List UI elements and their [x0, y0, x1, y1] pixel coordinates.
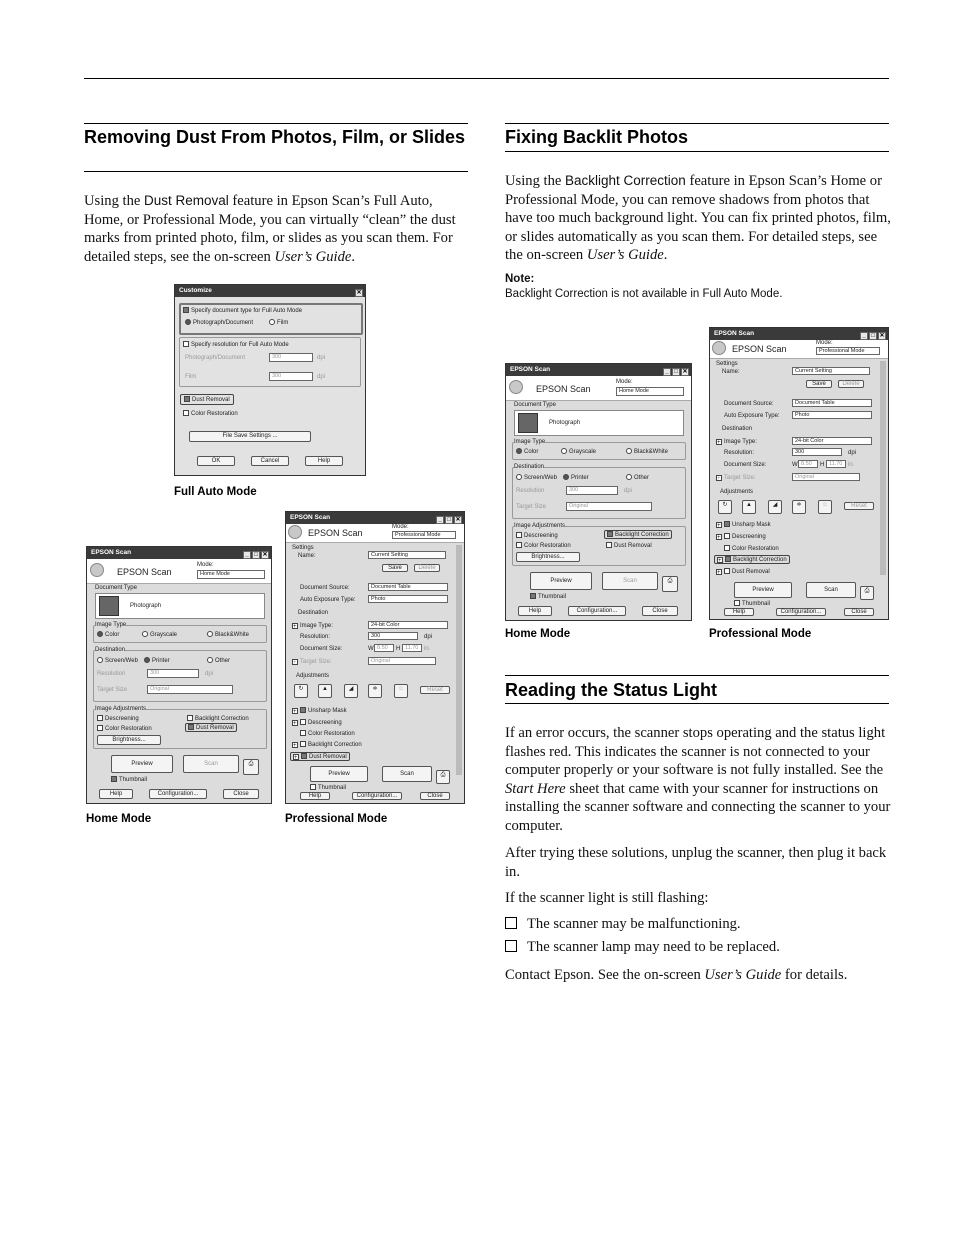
- status-paragraph-1: If an error occurs, the scanner stops operating and the status light flashes red. This indicates the scanner is not connected to your computer properly or your software is not fully installed. See the Start Here sheet that came with your scanner for instructions on installing the scanner software and connecting the scanner to your computer.: [505, 725, 891, 834]
- users-guide-ref: User’s Guide: [586, 247, 664, 264]
- name-label: Name:: [298, 553, 316, 559]
- setting-select[interactable]: Current Setting: [792, 367, 870, 375]
- checkbox-bullet-icon: [505, 940, 517, 952]
- other-radio[interactable]: Other: [626, 474, 649, 481]
- scan-tool-icon[interactable]: ⎙: [860, 586, 874, 600]
- backlit-heading-bottom-rule: [505, 151, 889, 152]
- cancel-button[interactable]: Cancel: [251, 456, 289, 466]
- home-mode-window-left: EPSON Scan _ □ ✕ EPSON Scan Mode: Home Mode Document Type Photograph Image Type Color Grayscale Black&White Destination Screen/Web Printer Other Resolution 300 dpi Target Size Original Image Adjustments Descreening Backlight Correction Color Restoration Dust Removal Brightness... Preview Scan ⎙ Thumbnail Help Configuration... Close: [86, 546, 272, 804]
- mode-label: Mode:: [392, 524, 409, 530]
- height-input[interactable]: 11.70: [402, 644, 422, 652]
- resolution-select[interactable]: 300: [368, 632, 418, 640]
- dpi-label: dpi: [624, 488, 633, 494]
- mode-label: Mode:: [816, 340, 833, 346]
- backlight-checkbox[interactable]: Backlight Correction: [187, 715, 249, 722]
- width-input[interactable]: 8.50: [798, 460, 818, 468]
- photo-doc-radio[interactable]: Photograph/Document: [185, 319, 253, 326]
- scan-tool-icon[interactable]: ⎙: [662, 576, 678, 592]
- height-input[interactable]: 11.70: [826, 460, 846, 468]
- resolution-select[interactable]: 300: [792, 448, 842, 456]
- target-size-select[interactable]: Original: [368, 657, 436, 665]
- doc-type-label: Document Type: [95, 585, 137, 591]
- epson-flower-icon: [712, 341, 726, 355]
- adjustments-label: Adjustments: [720, 489, 754, 495]
- brand-text: EPSON Scan: [536, 384, 591, 394]
- photograph-label: Photograph: [549, 420, 581, 426]
- backlight-row[interactable]: + Backlight Correction: [714, 555, 790, 564]
- minimize-icon[interactable]: _: [860, 332, 868, 340]
- minimize-icon[interactable]: _: [436, 516, 444, 524]
- auto-exposure-icon[interactable]: ↻: [294, 684, 308, 698]
- image-adjustments-label: Image Adjustments: [95, 706, 147, 712]
- caption-pro-left: Professional Mode: [285, 813, 388, 825]
- note-text: Backlight Correction is not available in Full Auto Mode.: [505, 288, 783, 300]
- close-icon[interactable]: ✕: [455, 517, 461, 523]
- scan-tool-icon[interactable]: ⎙: [436, 770, 450, 784]
- adjustments-label: Adjustments: [296, 673, 330, 679]
- customize-titlebar: Customize ✕: [175, 285, 365, 297]
- pro-mode-window-left: EPSON Scan _ □ ✕ EPSON Scan Mode: Professional Mode Settings Name: Current Setting Save Delete Document Source: Document Table Auto Exposure Type: Photo Destination + Image Type: 24-bit Color Resolution: 300 dpi Document Size: W 8.50 H 11.70 in. + Target Size: Original Adjustments ↻ ▲ ◢ ≑ ☺ Reset + Unsharp Mask + Descreening Color Restoration + Backlight Correction + Dust Removal Preview Scan ⎙ Thumbnail Help Configuration... Close: [285, 511, 465, 804]
- auto-exposure-select[interactable]: Photo: [792, 411, 872, 419]
- scan-button[interactable]: Scan: [602, 572, 658, 590]
- brand-text: EPSON Scan: [732, 344, 787, 354]
- film-res-select[interactable]: 300: [269, 372, 313, 381]
- thumbnail-checkbox[interactable]: Thumbnail: [734, 600, 770, 607]
- photograph-icon: [99, 596, 119, 616]
- specify-doc-checkbox[interactable]: Specify document type for Full Auto Mode: [183, 307, 302, 314]
- users-guide-ref: User’s Guide: [274, 248, 352, 265]
- image-adjustments-label: Image Adjustments: [514, 523, 566, 529]
- close-button[interactable]: Close: [420, 792, 450, 800]
- caption-home-left: Home Mode: [86, 813, 152, 825]
- setting-select[interactable]: Current Setting: [368, 551, 446, 559]
- unsharp-mask-row[interactable]: + Unsharp Mask: [293, 708, 347, 715]
- maximize-icon[interactable]: □: [672, 368, 680, 376]
- note-label: Note:: [505, 273, 535, 285]
- photo-doc-res-label: Photograph/Document: [185, 355, 246, 361]
- configuration-button[interactable]: Configuration...: [568, 606, 626, 616]
- resolution-label: Resolution:: [724, 450, 755, 456]
- settings-label: Settings: [716, 361, 738, 367]
- help-button[interactable]: Help: [518, 606, 552, 616]
- bw-radio[interactable]: Black&White: [626, 448, 668, 455]
- mode-select[interactable]: Home Mode: [616, 387, 684, 396]
- doc-type-label: Document Type: [514, 402, 556, 408]
- backlit-paragraph: Using the Backlight Correction feature in Epson Scan’s Home or Professional Mode, you can remove shadows from photos that have too much background light. You can fix printed photos, film, or slides automatically as you scan them. For detailed steps, see the on-screen User’s Guide.: [505, 173, 891, 264]
- mode-select[interactable]: Home Mode: [197, 570, 265, 579]
- checkbox-bullet-icon: [505, 917, 517, 929]
- image-type-row[interactable]: + Image Type:: [293, 623, 333, 630]
- image-type-row[interactable]: + Image Type:: [717, 439, 757, 446]
- dpi-label: dpi: [205, 671, 214, 677]
- close-button[interactable]: Close: [223, 789, 259, 799]
- target-size-label: Target Size: [516, 504, 547, 510]
- epson-header: [710, 340, 888, 359]
- printer-radio[interactable]: Printer: [563, 474, 589, 481]
- mode-label: Mode:: [616, 379, 633, 385]
- bullet-item: The scanner may be malfunctioning.: [505, 916, 741, 933]
- destination-label: Destination: [722, 426, 753, 432]
- epson-flower-icon: [90, 563, 104, 577]
- configuration-button[interactable]: Configuration...: [776, 608, 826, 616]
- color-restoration-row[interactable]: Color Restoration: [724, 545, 779, 552]
- width-input[interactable]: 8.50: [374, 644, 394, 652]
- image-type-select[interactable]: 24-bit Color: [792, 437, 872, 445]
- bw-radio[interactable]: Black&White: [207, 631, 249, 638]
- backlight-row[interactable]: + Backlight Correction: [293, 742, 362, 749]
- resolution-label: Resolution:: [300, 634, 331, 640]
- backlit-heading: Fixing Backlit Photos: [505, 127, 689, 147]
- epson-flower-icon: [509, 380, 523, 394]
- color-restoration-checkbox[interactable]: Color Restoration: [516, 542, 571, 549]
- target-size-select[interactable]: Original: [147, 685, 233, 694]
- caption-pro-right: Professional Mode: [709, 628, 812, 640]
- specify-res-checkbox[interactable]: Specify resolution for Full Auto Mode: [183, 341, 289, 348]
- auto-exposure-icon[interactable]: ↻: [718, 500, 732, 514]
- dust-removal-row[interactable]: + Dust Removal: [290, 752, 350, 761]
- delete-button[interactable]: Delete: [838, 380, 864, 388]
- save-button[interactable]: Save: [382, 564, 408, 572]
- epson-flower-icon: [288, 525, 302, 539]
- customize-dialog: [174, 284, 366, 476]
- epson-header: [506, 376, 691, 401]
- scrollbar[interactable]: [456, 545, 462, 775]
- help-button[interactable]: Help: [99, 789, 133, 799]
- minimize-icon[interactable]: _: [663, 368, 671, 376]
- maximize-icon[interactable]: □: [869, 332, 877, 340]
- reset-button[interactable]: Reset: [420, 686, 450, 694]
- image-type-label: Image Type: [95, 622, 127, 628]
- page-top-rule: [84, 78, 889, 79]
- settings-label: Settings: [292, 545, 314, 551]
- close-icon[interactable]: ✕: [262, 552, 268, 558]
- reset-button[interactable]: Reset: [844, 502, 874, 510]
- close-button[interactable]: Close: [844, 608, 874, 616]
- caption-home-right: Home Mode: [505, 628, 571, 640]
- target-size-label: Target Size: [97, 687, 128, 693]
- configuration-button[interactable]: Configuration...: [352, 792, 402, 800]
- minimize-icon[interactable]: _: [243, 551, 251, 559]
- descreening-checkbox[interactable]: Descreening: [516, 532, 558, 539]
- dust-removal-checkbox[interactable]: Dust Removal: [180, 394, 234, 405]
- scrollbar[interactable]: [880, 361, 886, 575]
- delete-button[interactable]: Delete: [414, 564, 440, 572]
- help-button[interactable]: Help: [724, 608, 754, 616]
- scan-button[interactable]: Scan: [183, 755, 239, 773]
- ok-button[interactable]: OK: [197, 456, 235, 466]
- brand-text: EPSON Scan: [117, 567, 172, 577]
- tone-correction-icon[interactable]: ◢: [768, 500, 782, 514]
- screen-web-radio[interactable]: Screen/Web: [97, 657, 138, 664]
- dust-removal-row[interactable]: + Dust Removal: [717, 569, 770, 576]
- color-palette-icon[interactable]: ☺: [394, 684, 408, 698]
- thumbnail-checkbox[interactable]: Thumbnail: [111, 776, 147, 783]
- file-save-settings-button[interactable]: File Save Settings ...: [189, 431, 311, 442]
- users-guide-ref: User’s Guide: [704, 967, 782, 983]
- dpi-label: dpi: [424, 634, 433, 640]
- color-radio[interactable]: Color: [97, 631, 119, 638]
- resolution-label: Resolution: [97, 671, 126, 677]
- height-label: H: [820, 462, 825, 468]
- resolution-label: Resolution: [516, 488, 545, 494]
- doc-source-select[interactable]: Document Table: [792, 399, 872, 407]
- backlight-checkbox[interactable]: Backlight Correction: [604, 530, 672, 539]
- destination-label: Destination: [95, 647, 126, 653]
- heading-bottom-rule: [84, 171, 468, 172]
- dust-paragraph: Using the Dust Removal feature in Epson Scan’s Full Auto, Home, or Professional Mode, you can virtually “clean” the dust marks from printed photo, film, or slides as you scan them. For detailed steps, see the on-screen User’s Guide.: [84, 193, 456, 265]
- preview-button[interactable]: Preview: [530, 572, 592, 590]
- help-button[interactable]: Help: [300, 792, 330, 800]
- start-here-ref: Start Here: [505, 780, 566, 797]
- configuration-button[interactable]: Configuration...: [149, 789, 207, 799]
- resolution-select[interactable]: 300: [147, 669, 199, 678]
- photo-res-select[interactable]: 300: [269, 353, 313, 362]
- scan-tool-icon[interactable]: ⎙: [243, 759, 259, 775]
- tone-correction-icon[interactable]: ◢: [344, 684, 358, 698]
- histogram-icon[interactable]: ▲: [318, 684, 332, 698]
- screen-web-radio[interactable]: Screen/Web: [516, 474, 557, 481]
- maximize-icon[interactable]: □: [252, 551, 260, 559]
- doc-source-label: Document Source:: [300, 585, 350, 591]
- bullet-item: The scanner lamp may need to be replaced.: [505, 939, 780, 956]
- mode-select[interactable]: Professional Mode: [392, 531, 456, 539]
- resolution-select[interactable]: 300: [566, 486, 618, 495]
- close-icon[interactable]: ✕: [879, 333, 885, 339]
- status-heading-top-rule: [505, 675, 889, 676]
- doc-source-select[interactable]: Document Table: [368, 583, 448, 591]
- help-button[interactable]: Help: [305, 456, 343, 466]
- pro-mode-window-right: EPSON Scan _ □ ✕ EPSON Scan Mode: Professional Mode Settings Name: Current Setting Save Delete Document Source: Document Table Auto Exposure Type: Photo Destination + Image Type: 24-bit Color Resolution: 300 dpi Document Size: W 8.50 H 11.70 in. + Target Size: Original Adjustments ↻ ▲ ◢ ≑ ☺ Reset + Unsharp Mask + Descreening Color Restoration + Backlight Correction + Dust Removal Preview Scan ⎙ Thumbnail Help Configuration... Close: [709, 327, 889, 620]
- status-paragraph-3: If the scanner light is still flashing:: [505, 890, 709, 906]
- target-size-select[interactable]: Original: [566, 502, 652, 511]
- caption-full-auto: Full Auto Mode: [174, 486, 257, 498]
- dust-removal-checkbox[interactable]: Dust Removal: [606, 542, 652, 549]
- photograph-label: Photograph: [130, 603, 162, 609]
- other-radio[interactable]: Other: [207, 657, 230, 664]
- status-paragraph-2: After trying these solutions, unplug the scanner, then plug it back in.: [505, 845, 887, 880]
- target-size-row[interactable]: + Target Size:: [293, 659, 332, 666]
- grayscale-radio[interactable]: Grayscale: [142, 631, 177, 638]
- doc-type-select[interactable]: [95, 593, 265, 619]
- destination-label: Destination: [298, 610, 329, 616]
- image-adjust-icon[interactable]: ≑: [368, 684, 382, 698]
- auto-exposure-label: Auto Exposure Type:: [724, 413, 780, 419]
- descreening-row[interactable]: + Descreening: [293, 720, 342, 727]
- thumbnail-checkbox[interactable]: Thumbnail: [530, 593, 566, 600]
- film-radio[interactable]: Film: [269, 319, 288, 326]
- close-button[interactable]: Close: [642, 606, 678, 616]
- epson-header: [87, 559, 271, 584]
- epson-header: [286, 524, 464, 543]
- dpi-label: dpi: [848, 450, 857, 456]
- status-heading-bottom-rule: [505, 703, 889, 704]
- maximize-icon[interactable]: □: [445, 516, 453, 524]
- mode-label: Mode:: [197, 562, 214, 568]
- backlit-heading-top-rule: [505, 123, 889, 124]
- doc-source-label: Document Source:: [724, 401, 774, 407]
- preview-button[interactable]: Preview: [111, 755, 173, 773]
- image-type-label: Image Type: [514, 439, 546, 445]
- auto-exposure-select[interactable]: Photo: [368, 595, 448, 603]
- brightness-button[interactable]: Brightness...: [516, 552, 580, 562]
- color-radio[interactable]: Color: [516, 448, 538, 455]
- image-type-select[interactable]: 24-bit Color: [368, 621, 448, 629]
- dust-removal-checkbox[interactable]: Dust Removal: [185, 723, 237, 732]
- descreening-checkbox[interactable]: Descreening: [97, 715, 139, 722]
- width-label: W: [792, 462, 798, 468]
- doc-size-label: Document Size:: [724, 462, 767, 468]
- unit-label: in.: [424, 646, 431, 652]
- color-restoration-row[interactable]: Color Restoration: [300, 730, 355, 737]
- brightness-button[interactable]: Brightness...: [97, 735, 161, 745]
- histogram-icon[interactable]: ▲: [742, 500, 756, 514]
- photograph-icon: [518, 413, 538, 433]
- doc-size-label: Document Size:: [300, 646, 343, 652]
- unsharp-mask-row[interactable]: + Unsharp Mask: [717, 522, 771, 529]
- save-button[interactable]: Save: [806, 380, 832, 388]
- printer-radio[interactable]: Printer: [144, 657, 170, 664]
- film-res-label: Film: [185, 374, 197, 380]
- image-adjust-icon[interactable]: ≑: [792, 500, 806, 514]
- thumbnail-checkbox[interactable]: Thumbnail: [310, 784, 346, 791]
- dust-removal-term: Dust Removal: [144, 193, 229, 208]
- target-size-row[interactable]: + Target Size:: [717, 475, 756, 482]
- unit-label: in.: [848, 462, 855, 468]
- doc-type-select[interactable]: [514, 410, 684, 436]
- contact-paragraph: Contact Epson. See the on-screen User’s Guide for details.: [505, 967, 848, 983]
- grayscale-radio[interactable]: Grayscale: [561, 448, 596, 455]
- status-heading: Reading the Status Light: [505, 680, 718, 700]
- color-palette-icon[interactable]: ☺: [818, 500, 832, 514]
- preview-button[interactable]: Preview: [734, 582, 792, 598]
- scan-button[interactable]: Scan: [806, 582, 856, 598]
- mode-select[interactable]: Professional Mode: [816, 347, 880, 355]
- dpi-label-2: dpi: [317, 374, 326, 380]
- color-restoration-checkbox[interactable]: Color Restoration: [183, 410, 238, 417]
- height-label: H: [396, 646, 401, 652]
- close-icon[interactable]: ✕: [682, 369, 688, 375]
- home-mode-window-right: EPSON Scan _ □ ✕ EPSON Scan Mode: Home Mode Document Type Photograph Image Type Color Grayscale Black&White Destination Screen/Web Printer Other Resolution 300 dpi Target Size Original Image Adjustments Descreening Backlight Correction Color Restoration Dust Removal Brightness... Preview Scan ⎙ Thumbnail Help Configuration... Close: [505, 363, 692, 621]
- target-size-select[interactable]: Original: [792, 473, 860, 481]
- preview-button[interactable]: Preview: [310, 766, 368, 782]
- color-restoration-checkbox[interactable]: Color Restoration: [97, 725, 152, 732]
- name-label: Name:: [722, 369, 740, 375]
- descreening-row[interactable]: + Descreening: [717, 534, 766, 541]
- heading-top-rule: [84, 123, 468, 124]
- scan-button[interactable]: Scan: [382, 766, 432, 782]
- destination-label: Destination: [514, 464, 545, 470]
- dpi-label: dpi: [317, 355, 326, 361]
- brand-text: EPSON Scan: [308, 528, 363, 538]
- auto-exposure-label: Auto Exposure Type:: [300, 597, 356, 603]
- close-icon[interactable]: ✕: [356, 290, 362, 296]
- backlight-term: Backlight Correction: [565, 173, 686, 188]
- width-label: W: [368, 646, 374, 652]
- dust-heading: Removing Dust From Photos, Film, or Slides: [84, 127, 466, 147]
